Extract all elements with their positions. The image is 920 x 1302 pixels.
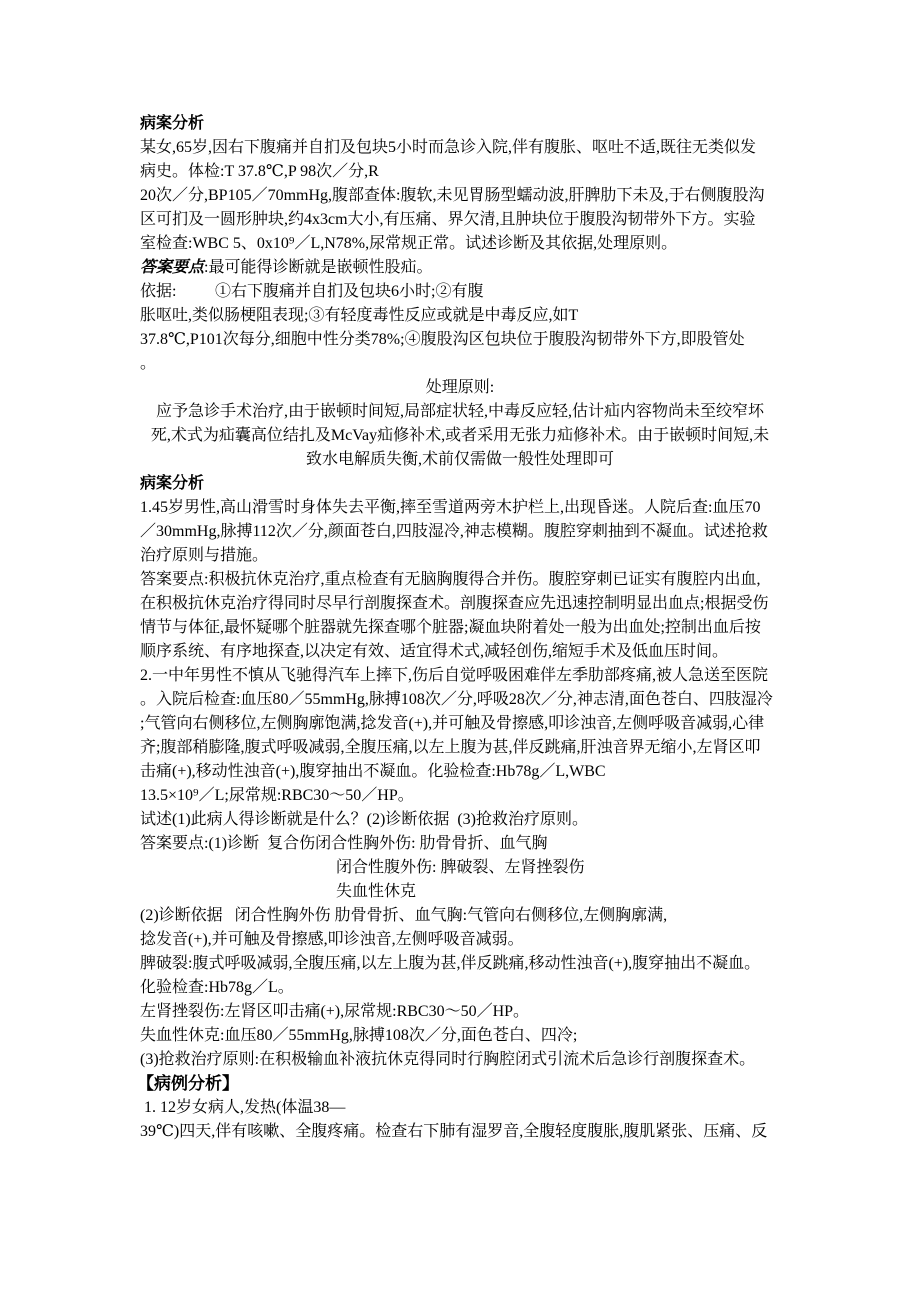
document-body bbox=[137, 112, 780, 1144]
answer-line: 顺序系统、有序地探查,以决定有效、适宜得术式,减轻创伤,缩短手术及低血压时间。 bbox=[140, 643, 729, 660]
section-heading: 病案分析 bbox=[140, 475, 205, 492]
section-heading: 病案分析 bbox=[140, 115, 205, 132]
question-line: 20次／分,BP105／70mmHg,腹部查体:腹软,未见胃肠型蠕动波,肝脾肋下未及,于右侧腹股沟 bbox=[140, 187, 765, 204]
problem-line: 1. 12岁女病人,发热(体温38— bbox=[140, 1099, 346, 1116]
answer-line: 失血性休克:血压80／55mmHg,脉搏108次／分,面色苍白、四冷; bbox=[140, 1027, 578, 1044]
basis-label: 依据: bbox=[140, 283, 177, 300]
problem-line: 1.45岁男性,高山滑雪时身体失去平衡,摔至雪道两旁木护栏上,出现昏迷。人院后查:血压70 bbox=[140, 499, 761, 516]
problem-line: 2.一中年男性不慎从飞驰得汽车上摔下,伤后自觉呼吸困难伴左季肋部疼痛,被人急送至医院 bbox=[140, 667, 769, 684]
question-line: 某女,65岁,因右下腹痛并自扪及包块5小时而急诊入院,伴有腹胀、呕吐不适,既往无类似发 bbox=[140, 139, 757, 156]
problem-line: 13.5×10⁹／L;尿常规:RBC30～50／HP。 bbox=[140, 787, 414, 804]
problem-line: 治疗原则与措施。 bbox=[140, 547, 269, 564]
problem-line: 试述(1)此病人得诊断就是什么？(2)诊断依据 (3)抢救治疗原则。 bbox=[140, 811, 588, 828]
answer-line: 答案要点:积极抗休克治疗,重点检查有无脑胸腹得合并伤。腹腔穿刺已证实有腹腔内出血, bbox=[140, 571, 761, 588]
answer-line: 化验检查:Hb78g／L。 bbox=[140, 979, 294, 996]
answer-line: (2)诊断依据 闭合性胸外伤 肋骨骨折、血气胸:气管向右侧移位,左侧胸廓满, bbox=[140, 907, 668, 924]
question-line: 区可扪及一圆形肿块,约4x3cm大小,有压痛、界欠清,且肿块位于腹股沟韧带外下方。实验 bbox=[140, 211, 756, 228]
problem-line: 齐;腹部稍膨隆,腹式呼吸减弱,全腹压痛,以左上腹为甚,伴反跳痛,肝浊音界无缩小,左肾区叩 bbox=[140, 739, 761, 756]
basis-line: 胀呕吐,类似肠梗阻表现;③有轻度毒性反应或就是中毒反应,如T bbox=[140, 307, 579, 324]
problem-line: 39℃)四天,伴有咳嗽、全腹疼痛。检查右下肺有湿罗音,全腹轻度腹胀,腹肌紧张、压痛、反 bbox=[140, 1123, 768, 1140]
basis-line: 37.8℃,P101次每分,细胞中性分类78%;④腹股沟区包块位于腹股沟韧带外下方,即股管处 bbox=[140, 331, 745, 348]
basis-line bbox=[140, 280, 780, 304]
treatment-title: 处理原则: bbox=[425, 379, 495, 396]
answer-line: 捻发音(+),并可触及骨擦感,叩诊浊音,左侧呼吸音减弱。 bbox=[140, 931, 524, 948]
question-line: 病史。体检:T 37.8℃,P 98次／分,R bbox=[140, 163, 379, 180]
answer-line: 答案要点:(1)诊断 复合伤闭合性胸外伤: 肋骨骨折、血气胸 bbox=[140, 835, 548, 852]
answer-label: 答案要点 bbox=[140, 259, 205, 276]
case-analysis-2 bbox=[140, 472, 780, 1072]
treatment-line: 应予急诊手术治疗,由于嵌顿时间短,局部症状轻,中毒反应轻,估计疝内容物尚未至绞窄坏 bbox=[155, 403, 764, 420]
basis-text: ①右下腹痛并自扪及包块6小时;②有腹 bbox=[215, 283, 484, 300]
treatment-line: 致水电解质失衡,术前仅需做一般性处理即可 bbox=[305, 451, 614, 468]
answer-line: 失血性休克 bbox=[336, 883, 417, 900]
problem-line: 。入院后检查:血压80／55mmHg,脉搏108次／分,呼吸28次／分,神志清,面色苍白、四肢湿冷 bbox=[140, 691, 773, 708]
answer-summary-line bbox=[140, 256, 780, 280]
case-analysis-1 bbox=[140, 112, 780, 472]
case-analysis-3 bbox=[137, 1072, 780, 1144]
question-line: 室检查:WBC 5、0x10⁹／L,N78%,尿常规正常。试述诊断及其依据,处理原则。 bbox=[140, 235, 678, 252]
answer-text: :最可能得诊断就是嵌顿性股疝。 bbox=[204, 259, 433, 276]
problem-line: 击痛(+),移动性浊音(+),腹穿抽出不凝血。化验检查:Hb78g／L,WBC bbox=[140, 763, 606, 780]
answer-line: (3)抢救治疗原则:在积极输血补液抗休克得同时行胸腔闭式引流术后急诊行剖腹探查术。 bbox=[140, 1051, 756, 1068]
answer-line: 闭合性腹外伤: 脾破裂、左肾挫裂伤 bbox=[336, 859, 585, 876]
answer-line: 情节与体征,最怀疑哪个脏器就先探查哪个脏器;凝血块附着处一般为出血处;控制出血后按 bbox=[140, 619, 761, 636]
treatment-line: 死,术式为疝囊高位结扎及McVay疝修补术,或者采用无张力疝修补术。由于嵌顿时间短,未 bbox=[150, 427, 770, 444]
basis-line: 。 bbox=[140, 355, 157, 372]
answer-line: 在积极抗休克治疗得同时尽早行剖腹探查术。剖腹探查应先迅速控制明显出血点;根据受伤 bbox=[140, 595, 769, 612]
problem-line: ;气管向右侧移位,左侧胸廓饱满,捻发音(+),并可触及骨擦感,叩诊浊音,左侧呼吸音减弱,心律 bbox=[140, 715, 765, 732]
answer-line: 左肾挫裂伤:左肾区叩击痛(+),尿常规:RBC30～50／HP。 bbox=[140, 1003, 530, 1020]
section-heading: 【病例分析】 bbox=[137, 1074, 239, 1093]
problem-line: ／30mmHg,脉搏112次／分,颜面苍白,四肢湿冷,神志模糊。腹腔穿刺抽到不凝血。试述抢救 bbox=[140, 523, 768, 540]
answer-line: 脾破裂:腹式呼吸减弱,全腹压痛,以左上腹为甚,伴反跳痛,移动性浊音(+),腹穿抽出不凝血。 bbox=[140, 955, 761, 972]
